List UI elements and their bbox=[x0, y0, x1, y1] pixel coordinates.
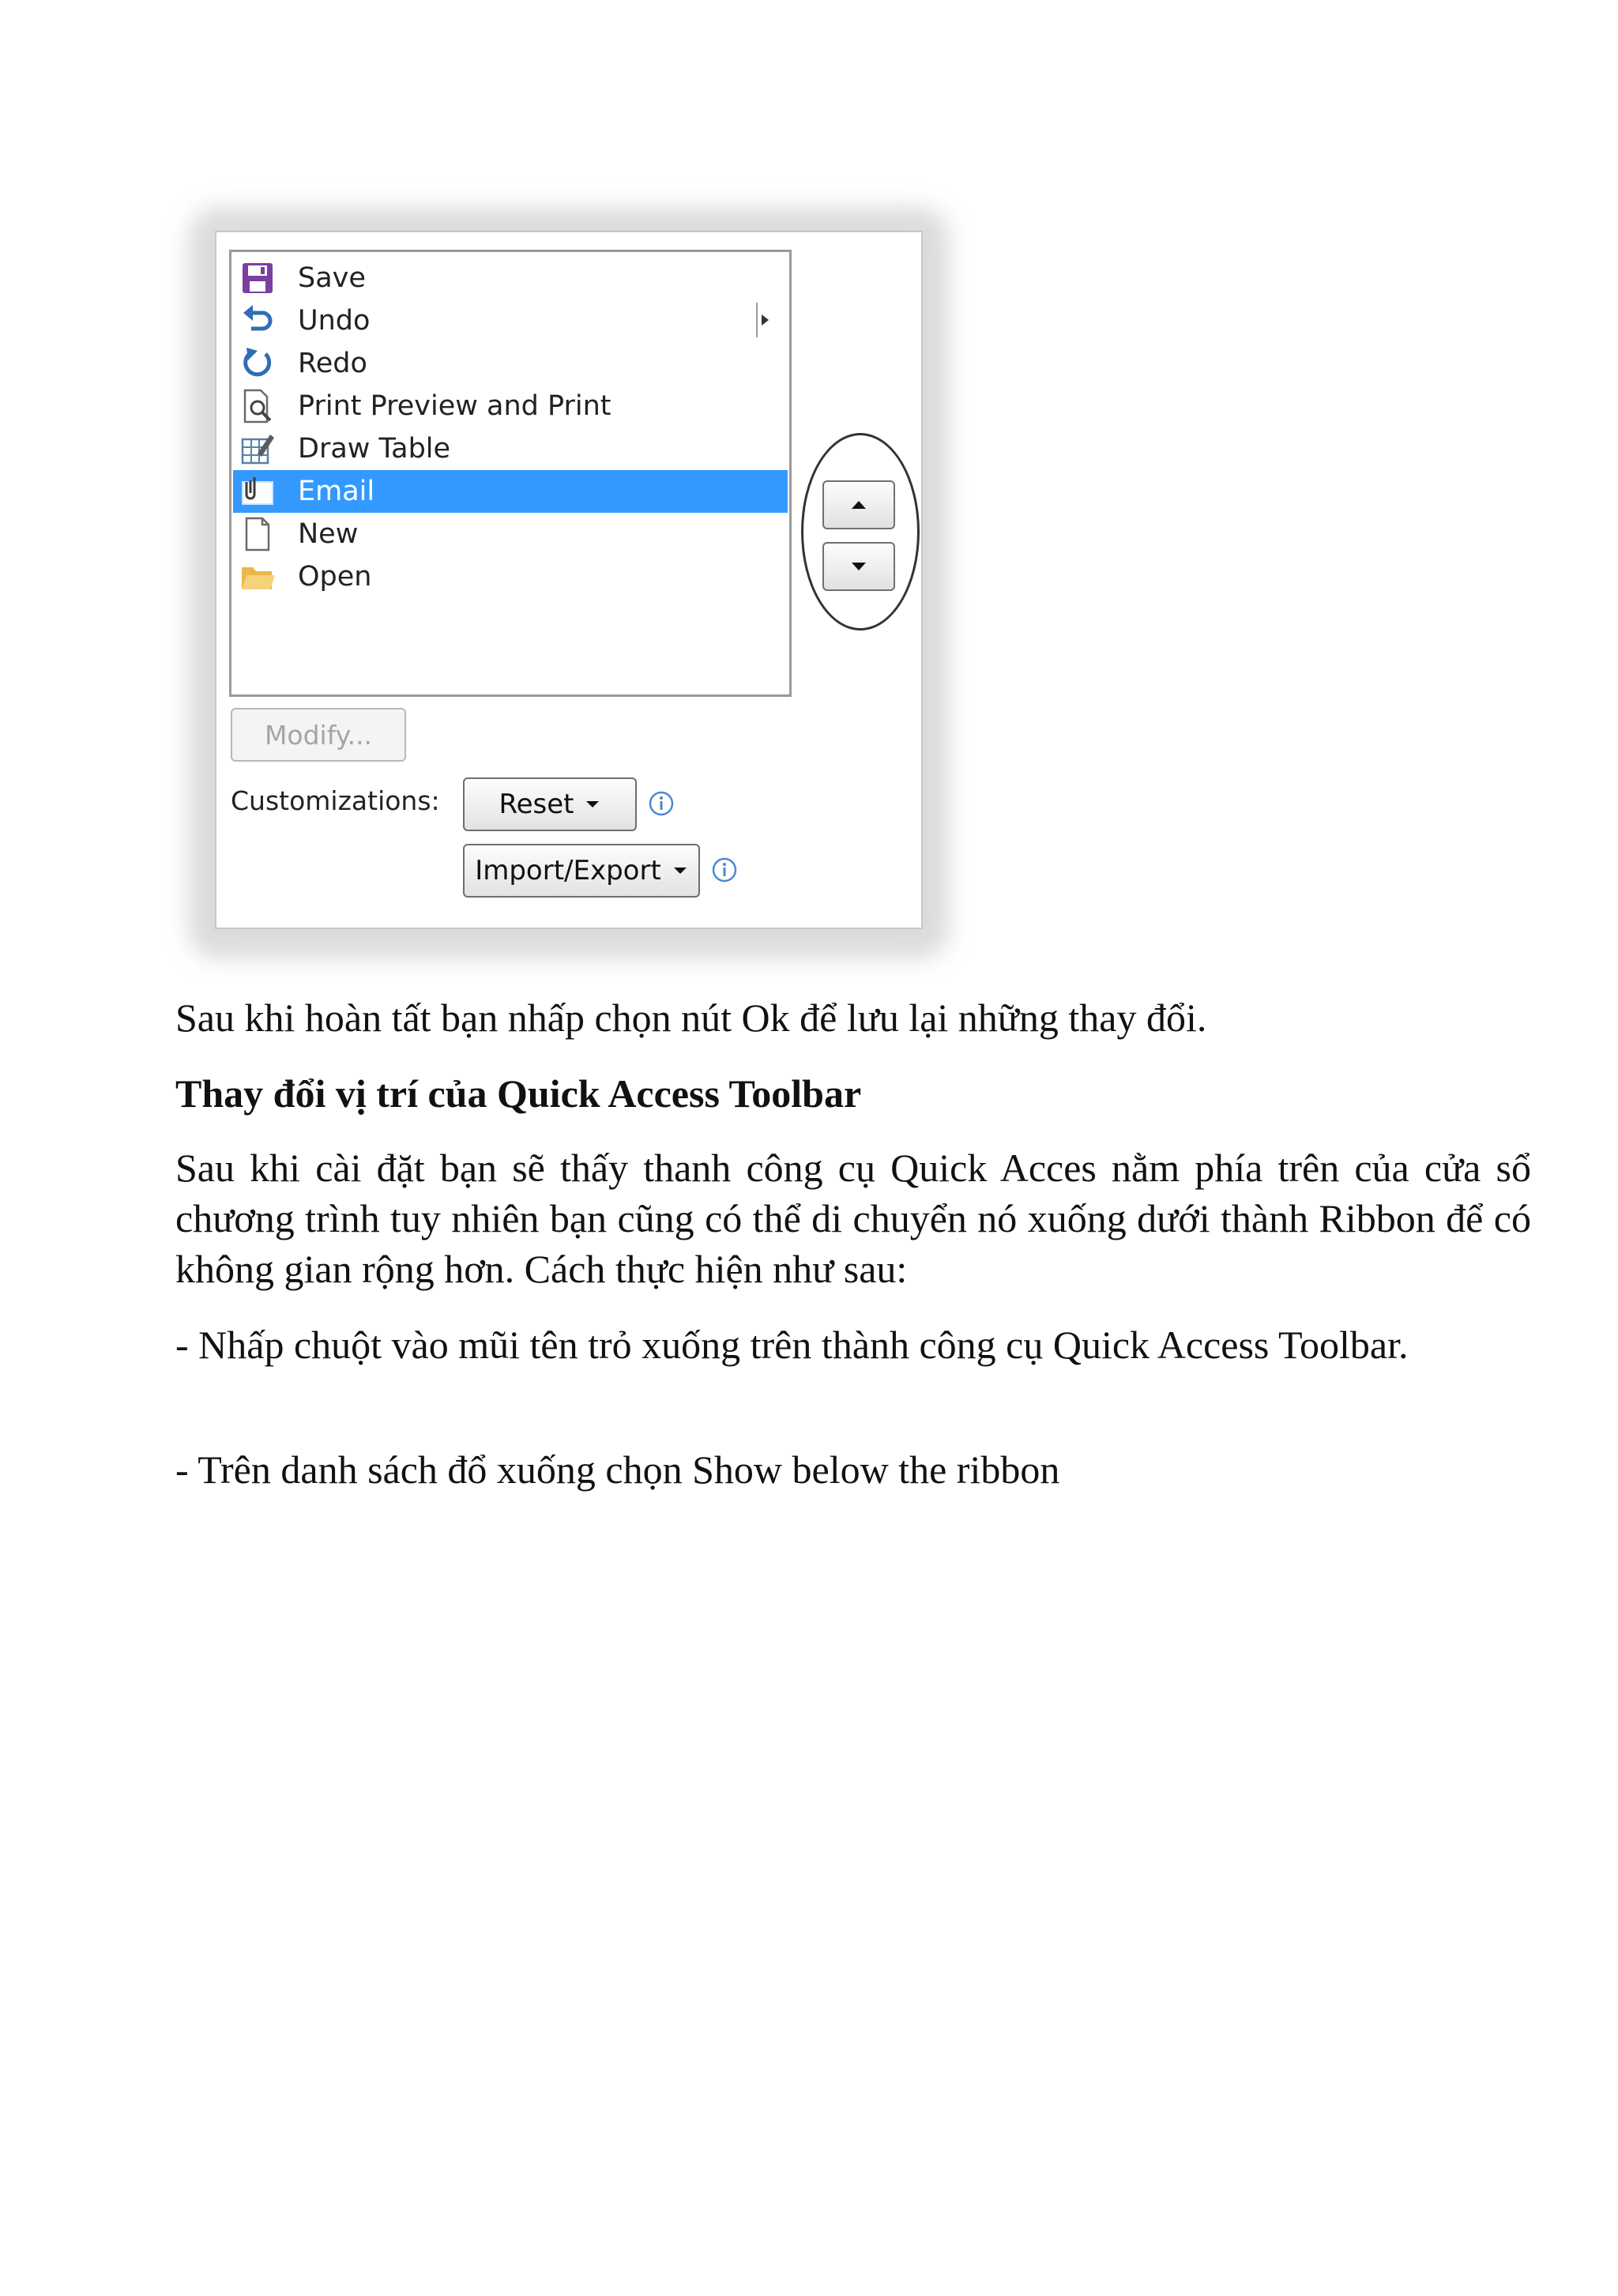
chevron-down-icon bbox=[672, 866, 688, 875]
list-item-label: Redo bbox=[298, 348, 367, 379]
list-item-label: Print Preview and Print bbox=[298, 390, 611, 422]
undo-icon bbox=[238, 301, 277, 341]
list-item-label: New bbox=[298, 518, 359, 550]
move-up-button[interactable] bbox=[822, 480, 895, 529]
section-heading: Thay đổi vị trí của Quick Access Toolbar bbox=[175, 1071, 862, 1116]
draw-table-icon bbox=[238, 429, 277, 469]
quick-access-customize-screenshot bbox=[188, 207, 950, 959]
list-item-undo[interactable] bbox=[233, 299, 788, 342]
info-icon[interactable] bbox=[648, 790, 675, 817]
list-item-label: Open bbox=[298, 561, 372, 593]
list-item-label: Draw Table bbox=[298, 433, 451, 465]
paragraph-step-two: - Trên danh sách đổ xuống chọn Show below the ribbon bbox=[175, 1447, 1060, 1492]
triangle-down-icon bbox=[850, 561, 867, 572]
customize-dialog-panel bbox=[215, 231, 923, 929]
list-item-open[interactable] bbox=[233, 555, 788, 598]
open-folder-icon bbox=[238, 557, 277, 597]
new-document-icon bbox=[238, 514, 277, 554]
reset-label: Reset bbox=[499, 789, 574, 820]
toolbar-commands-list[interactable] bbox=[229, 250, 792, 697]
save-icon bbox=[238, 258, 277, 298]
print-preview-icon bbox=[238, 386, 277, 426]
paragraph-step-one: - Nhấp chuột vào mũi tên trỏ xuống trên thành công cụ Quick Access Toolbar. bbox=[175, 1323, 1409, 1367]
redo-icon bbox=[238, 344, 277, 383]
highlight-oval bbox=[801, 433, 920, 630]
customizations-label: Customizations: bbox=[231, 785, 440, 816]
list-item-new[interactable] bbox=[233, 513, 788, 555]
info-icon[interactable] bbox=[711, 856, 738, 883]
list-item-print-preview[interactable] bbox=[233, 385, 788, 427]
move-down-button[interactable] bbox=[822, 542, 895, 591]
reset-button[interactable] bbox=[463, 777, 637, 831]
list-item-label: Email bbox=[298, 476, 375, 507]
list-item-email[interactable] bbox=[233, 470, 788, 513]
import-export-button[interactable] bbox=[463, 844, 700, 898]
list-item-label: Save bbox=[298, 262, 366, 294]
paragraph-save-changes: Sau khi hoàn tất bạn nhấp chọn nút Ok để lưu lại những thay đổi. bbox=[175, 996, 1207, 1040]
list-item-save[interactable] bbox=[233, 257, 788, 299]
triangle-up-icon bbox=[850, 499, 867, 510]
submenu-arrow-icon bbox=[753, 301, 777, 339]
paragraph-move-toolbar: Sau khi cài đặt bạn sẽ thấy thanh công cụ Quick Acces nằm phía trên của cửa sổ chương trình tuy nhiên bạn cũng có thể di chuyển nó xuống dưới thành Ribbon để có không gian rộng hơn. Cách thực hiện như sau: bbox=[175, 1146, 1531, 1291]
import-export-label: Import/Export bbox=[475, 855, 661, 886]
list-item-label: Undo bbox=[298, 305, 371, 337]
email-icon bbox=[238, 472, 277, 511]
modify-button[interactable]: Modify... bbox=[231, 708, 406, 762]
list-item-draw-table[interactable] bbox=[233, 427, 788, 470]
list-item-redo[interactable] bbox=[233, 342, 788, 385]
chevron-down-icon bbox=[585, 800, 600, 809]
